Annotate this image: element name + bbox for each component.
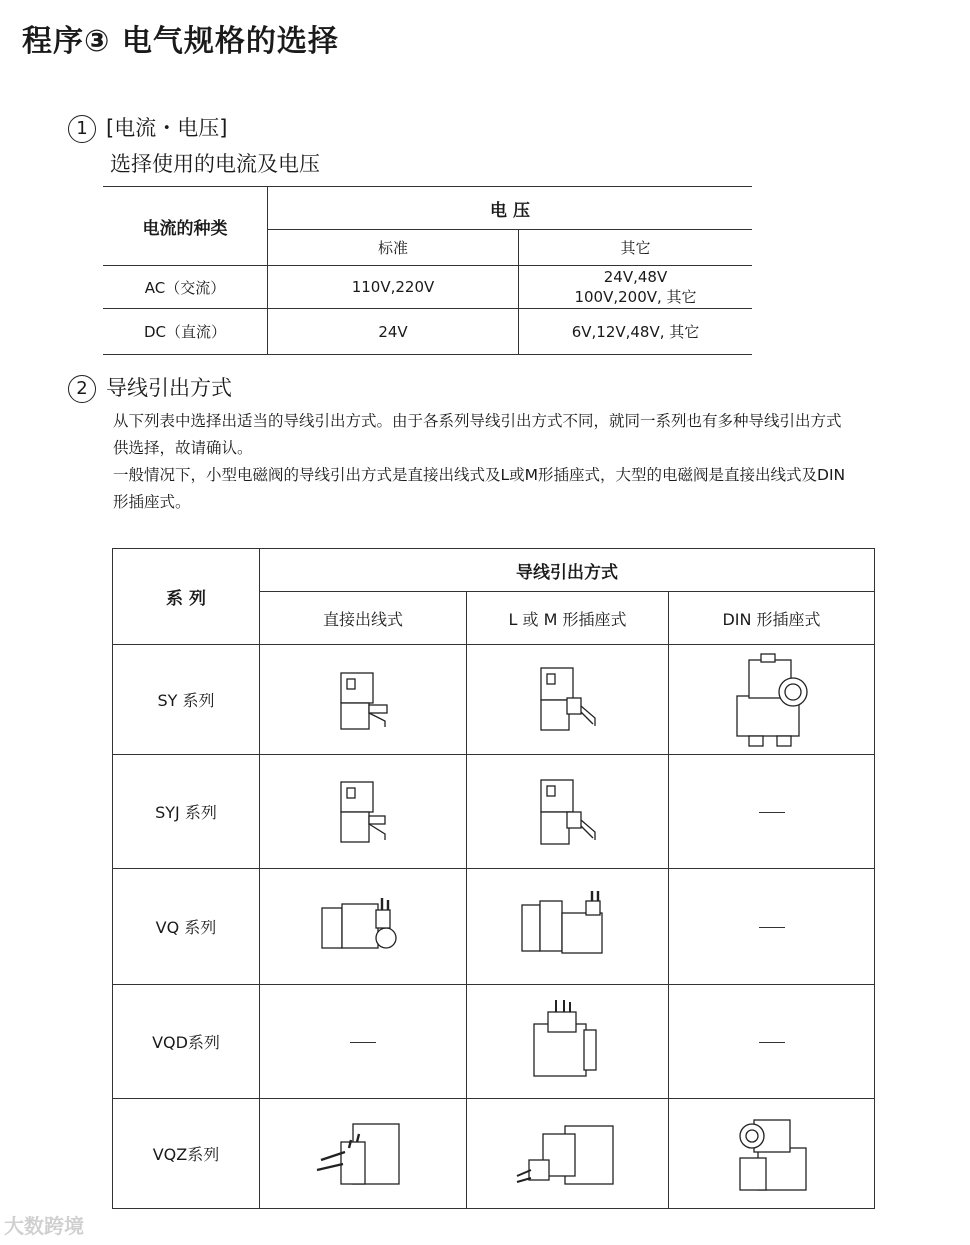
table-row	[113, 869, 875, 985]
not-available-cell	[260, 985, 467, 1099]
not-available-dash	[350, 1042, 376, 1043]
valve-direct-image	[260, 1099, 467, 1209]
table-row	[103, 266, 752, 309]
valve-din-plug-image	[669, 1099, 875, 1209]
watermark: 大数跨境	[4, 1214, 84, 1238]
section-1-heading	[68, 112, 227, 143]
table-row	[113, 645, 875, 755]
section-1-subheading: 选择使用的电流及电压	[110, 152, 320, 176]
table-row	[103, 309, 752, 355]
not-available-dash	[759, 927, 785, 928]
current-type-cell: AC（交流）	[103, 266, 268, 309]
table-row	[113, 755, 875, 869]
header-standard: 标准	[268, 230, 519, 266]
paragraph-line: 形插座式。	[113, 493, 191, 511]
valve-lm-plug-image	[467, 869, 669, 985]
other-voltage-line: 100V,200V, 其它	[574, 287, 697, 306]
section-2-title: 导线引出方式	[106, 376, 232, 400]
series-cell: SY 系列	[113, 645, 260, 755]
table-row	[113, 1099, 875, 1209]
header-din-plug: DIN 形插座式	[669, 592, 875, 645]
paragraph-line: 一般情况下，小型电磁阀的导线引出方式是直接出线式及L或M形插座式，大型的电磁阀是直接出线式及DIN	[113, 466, 846, 484]
other-voltage-cell: 6V,12V,48V, 其它	[519, 309, 753, 355]
table-row	[113, 985, 875, 1099]
not-available-cell	[669, 755, 875, 869]
section-1-number: 1	[68, 115, 96, 143]
other-voltage-cell	[519, 266, 753, 309]
valve-direct-image	[260, 755, 467, 869]
series-cell: VQ 系列	[113, 869, 260, 985]
series-cell: SYJ 系列	[113, 755, 260, 869]
not-available-dash	[759, 812, 785, 813]
paragraph-line: 供选择，故请确认。	[113, 439, 253, 457]
header-lm-plug: L 或 M 形插座式	[467, 592, 669, 645]
valve-lm-plug-image	[467, 1099, 669, 1209]
section-2-number: 2	[68, 375, 96, 403]
section-2-description	[113, 408, 963, 516]
valve-din-plug-image	[669, 645, 875, 755]
header-current-type: 电流的种类	[103, 187, 268, 266]
standard-voltage-cell: 110V,220V	[268, 266, 519, 309]
header-voltage: 电 压	[268, 187, 753, 230]
valve-direct-image	[260, 869, 467, 985]
header-lead-method: 导线引出方式	[260, 549, 875, 592]
not-available-dash	[759, 1042, 785, 1043]
valve-lm-plug-image	[467, 985, 669, 1099]
not-available-cell	[669, 985, 875, 1099]
valve-lm-plug-image	[467, 755, 669, 869]
section-1-title: [电流・电压]	[106, 116, 228, 140]
valve-lm-plug-image	[467, 645, 669, 755]
series-cell: VQZ系列	[113, 1099, 260, 1209]
section-2-heading	[68, 372, 232, 403]
header-other: 其它	[519, 230, 753, 266]
page-title: 程序③ 电气规格的选择	[22, 24, 339, 59]
standard-voltage-cell: 24V	[268, 309, 519, 355]
other-voltage-line: 24V,48V	[603, 267, 668, 286]
current-type-cell: DC（直流）	[103, 309, 268, 355]
header-direct: 直接出线式	[260, 592, 467, 645]
voltage-table	[103, 186, 752, 355]
series-cell: VQD系列	[113, 985, 260, 1099]
lead-wire-table	[112, 548, 875, 1209]
header-series: 系 列	[113, 549, 260, 645]
valve-direct-image	[260, 645, 467, 755]
paragraph-line: 从下列表中选择出适当的导线引出方式。由于各系列导线引出方式不同，就同一系列也有多种导线引出方式	[113, 412, 842, 430]
not-available-cell	[669, 869, 875, 985]
